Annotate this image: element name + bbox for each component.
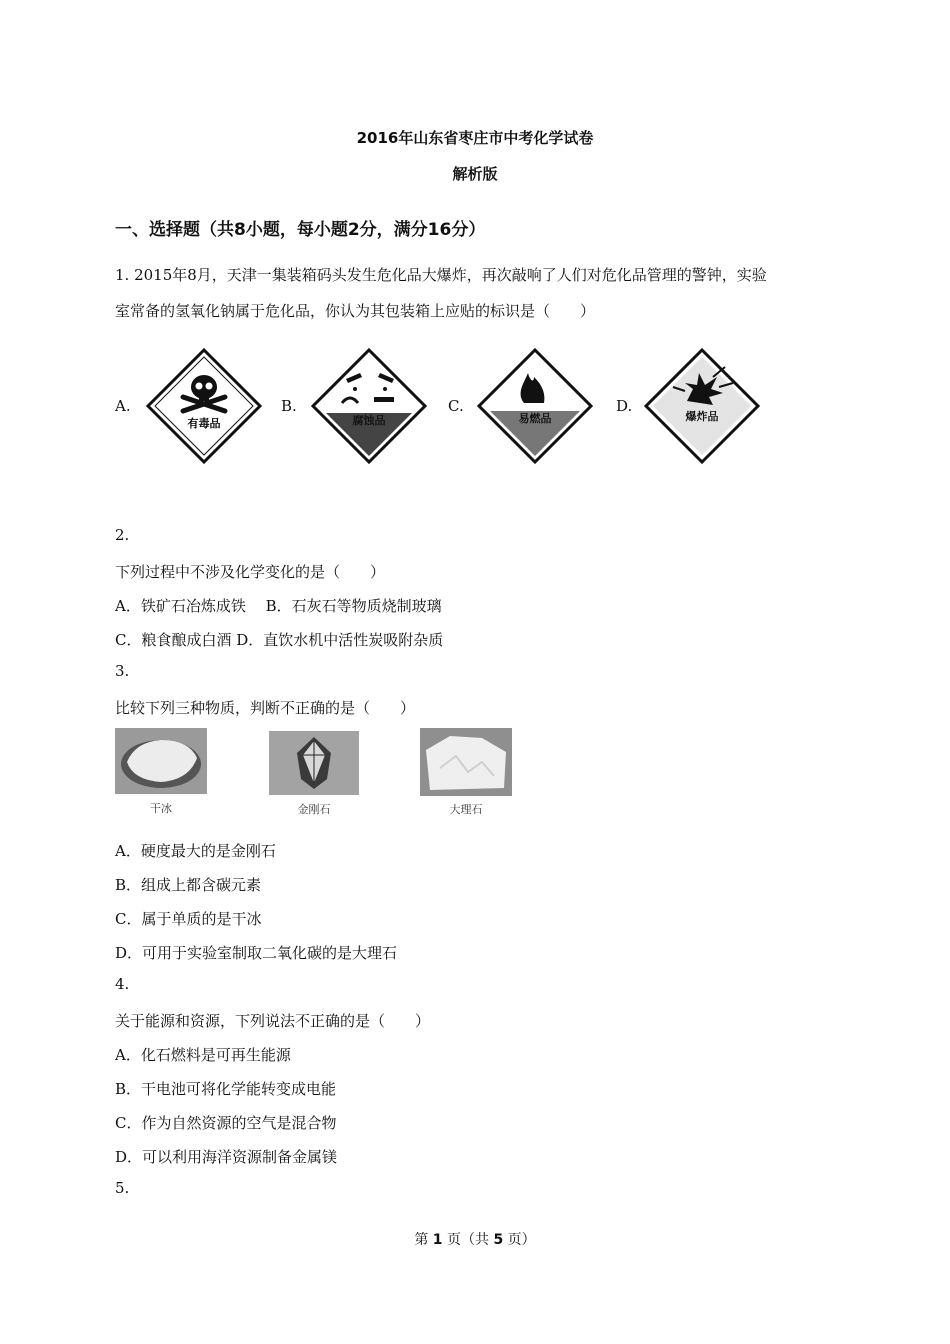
q1-option-b-label: 腐蚀品	[352, 414, 386, 427]
q3-option-c: C．属于单质的是干冰	[115, 910, 262, 928]
q2-options-cd: C．粮食酿成白酒 D．直饮水机中活性炭吸附杂质	[115, 631, 444, 649]
q1-option-c-letter: C.	[448, 397, 464, 415]
q1-option-c-label: 易燃品	[518, 412, 552, 425]
q1-stem-line2: 室常备的氢氧化钠属于危化品，你认为其包装箱上应贴的标识是（ ）	[115, 302, 596, 320]
page-footer	[0, 1229, 950, 1249]
marble-image	[420, 728, 512, 817]
diamond-caption: 金刚石	[297, 803, 331, 816]
q1-option-a-label: 有毒品	[187, 417, 221, 430]
page-title: 2016年山东省枣庄市中考化学试卷	[356, 129, 594, 147]
q4-option-a: A．化石燃料是可再生能源	[115, 1046, 291, 1064]
flame-icon	[476, 347, 594, 465]
dry-ice-image	[115, 728, 207, 816]
q4-number: 4.	[115, 975, 130, 993]
q3-number: 3.	[115, 662, 130, 680]
q3-option-b: B．组成上都含碳元素	[115, 876, 262, 894]
q3-option-a: A．硬度最大的是金刚石	[115, 842, 276, 860]
q1-stem-line1: 1. 2015年8月，天津一集装箱码头发生危化品大爆炸，再次敲响了人们对危化品管理的警钟，实验	[115, 266, 767, 284]
q1-option-b-letter: B.	[281, 397, 297, 415]
q4-option-b: B．干电池可将化学能转变成电能	[115, 1080, 337, 1098]
footer-middle: 页（共	[447, 1232, 489, 1248]
q4-option-c: C．作为自然资源的空气是混合物	[115, 1114, 337, 1132]
dry-ice-caption: 干冰	[150, 802, 172, 815]
marble-caption: 大理石	[449, 803, 483, 816]
q1-option-a-letter: A.	[115, 397, 131, 415]
q2-number: 2.	[115, 526, 130, 544]
footer-total-pages: 5	[493, 1232, 504, 1248]
skull-crossbones-icon	[145, 347, 263, 465]
q4-stem: 关于能源和资源，下列说法不正确的是（ ）	[115, 1012, 431, 1030]
q1-option-d-label: 爆炸品	[685, 410, 719, 423]
q2-stem: 下列过程中不涉及化学变化的是（ ）	[115, 563, 386, 581]
footer-suffix: 页）	[507, 1232, 536, 1248]
q3-option-d: D．可用于实验室制取二氧化碳的是大理石	[115, 944, 398, 962]
q1-option-d-letter: D.	[616, 397, 633, 415]
page-subtitle: 解析版	[452, 165, 498, 183]
q5-number: 5.	[115, 1179, 130, 1197]
explosion-icon	[643, 347, 761, 465]
corrosive-icon	[310, 347, 428, 465]
section-heading: 一、选择题（共8小题，每小题2分，满分16分）	[115, 220, 486, 240]
q2-options-ab: A．铁矿石冶炼成铁 B．石灰石等物质烧制玻璃	[115, 597, 442, 615]
footer-prefix: 第	[414, 1232, 429, 1248]
diamond-image	[269, 731, 359, 817]
footer-page-number: 1	[432, 1232, 443, 1248]
q4-option-d: D．可以利用海洋资源制备金属镁	[115, 1148, 338, 1166]
q3-stem: 比较下列三种物质，判断不正确的是（ ）	[115, 699, 416, 717]
